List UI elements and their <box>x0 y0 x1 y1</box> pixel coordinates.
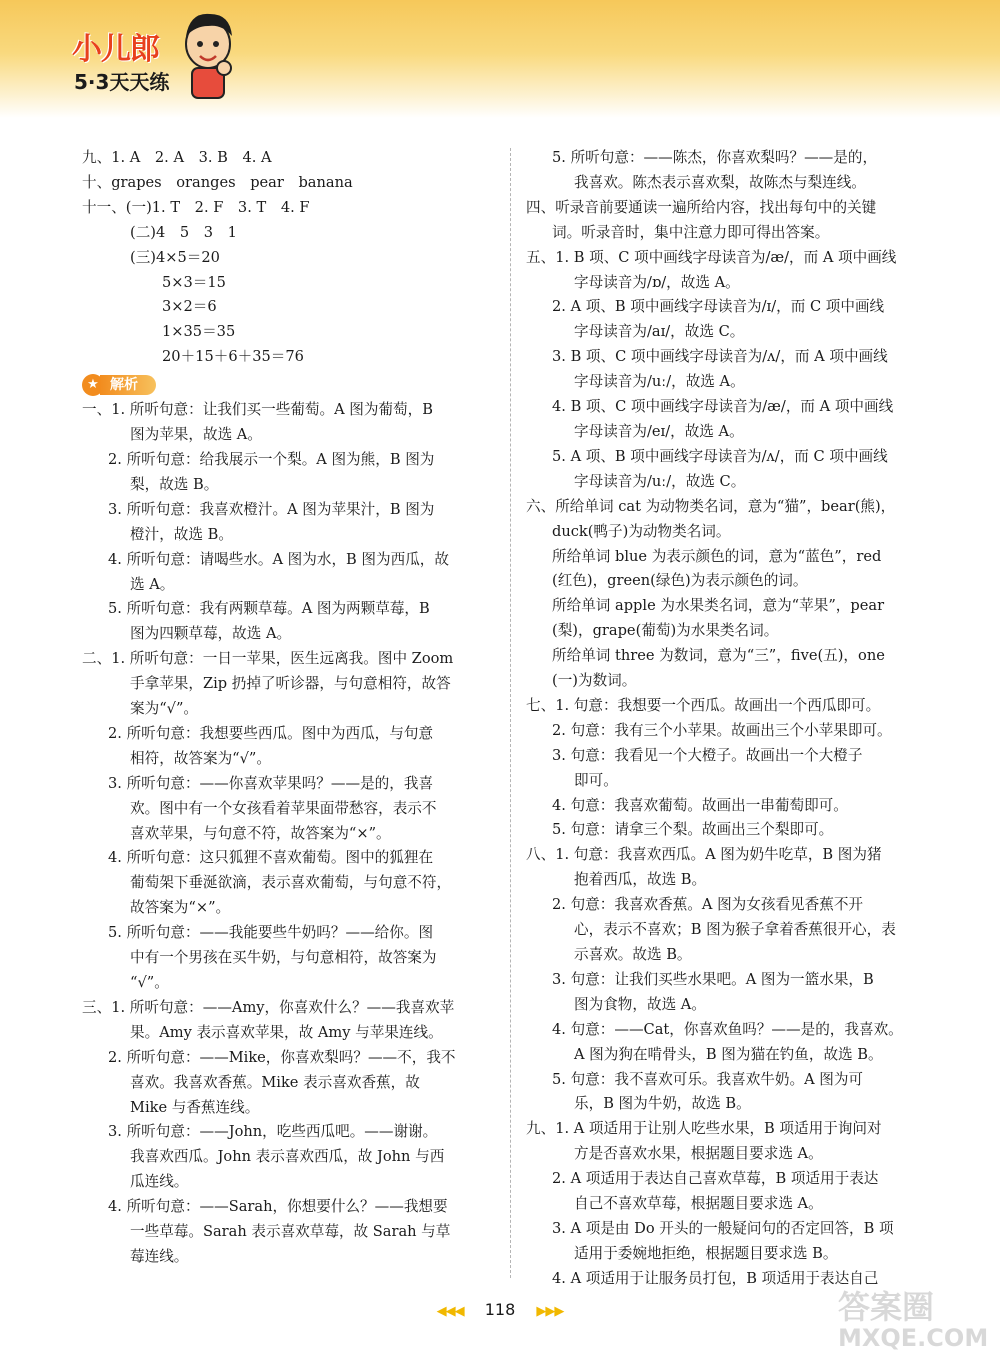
analysis-line: 方是否喜欢水果，根据题目要求选 A。 <box>574 1145 823 1163</box>
answer-line: 十一、(一)1. T 2. F 3. T 4. F <box>82 198 310 216</box>
analysis-line: 相符，故答案为“√”。 <box>130 749 271 767</box>
watermark <box>838 1282 998 1364</box>
analysis-line: 3. 所听句意：——你喜欢苹果吗？——是的，我喜 <box>108 774 434 792</box>
analysis-line: 葡萄架下垂涎欲滴，表示喜欢葡萄，与句意不符， <box>130 874 452 892</box>
analysis-line: (一)为数词。 <box>552 672 637 690</box>
analysis-line: Mike 与香蕉连线。 <box>130 1098 260 1116</box>
analysis-line: 5. 所听句意：——陈杰，你喜欢梨吗？——是的， <box>552 149 878 166</box>
answer-line: (二)4 5 3 1 <box>130 223 237 241</box>
prev-arrows-icon: ◀◀◀ <box>436 1304 464 1319</box>
analysis-line: 橙汁，故选 B。 <box>130 525 233 543</box>
analysis-line: 2. 句意：我有三个小苹果。故画出三个小苹果即可。 <box>552 721 892 739</box>
analysis-line: 果。Amy 表示喜欢苹果，故 Amy 与苹果连线。 <box>130 1023 443 1041</box>
analysis-line: 四、听录音前要通读一遍所给内容，找出每句中的关键 <box>526 198 877 216</box>
analysis-line: 5. A 项、B 项中画线字母读音为/ʌ/，而 C 项中画线 <box>552 447 888 465</box>
analysis-line: A 图为狗在啃骨头，B 图为猫在钓鱼，故选 B。 <box>574 1045 883 1063</box>
answer-line: 3×2＝6 <box>162 298 217 316</box>
analysis-line: 所给单词 blue 为表示颜色的词，意为“蓝色”，red <box>552 547 882 565</box>
analysis-line: (红色)，green(绿色)为表示颜色的词。 <box>552 572 808 590</box>
analysis-line: 5. 句意：我不喜欢可乐。我喜欢牛奶。A 图为可 <box>552 1070 864 1088</box>
analysis-line: 字母读音为/ɒ/，故选 A。 <box>574 273 740 291</box>
analysis-line: 4. 所听句意：这只狐狸不喜欢葡萄。图中的狐狸在 <box>108 849 434 867</box>
right-column <box>526 146 936 1292</box>
analysis-line: 选 A。 <box>130 575 175 593</box>
analysis-line: 中有一个男孩在买牛奶，与句意相符，故答案为 <box>130 949 437 967</box>
analysis-line: 自己不喜欢草莓，根据题目要求选 A。 <box>574 1195 823 1213</box>
analysis-line: duck(鸭子)为动物类名词。 <box>552 522 731 540</box>
analysis-line: 喜欢苹果，与句意不符，故答案为“×”。 <box>130 824 391 842</box>
analysis-line: 3. A 项是由 Do 开头的一般疑问句的否定回答，B 项 <box>552 1219 894 1237</box>
analysis-badge <box>82 374 156 396</box>
answer-line: 十、grapes oranges pear banana <box>82 173 353 191</box>
analysis-line: 2. 句意：我喜欢香蕉。A 图为女孩看见香蕉不开 <box>552 896 864 914</box>
analysis-line: 我喜欢。陈杰表示喜欢梨，故陈杰与梨连线。 <box>574 173 866 191</box>
analysis-line: 5. 句意：请拿三个梨。故画出三个梨即可。 <box>552 821 834 839</box>
analysis-line: 图为食物，故选 A。 <box>574 995 706 1013</box>
analysis-line: 5. 所听句意：我有两颗草莓。A 图为两颗草莓，B <box>108 600 430 618</box>
analysis-line: 2. A 项适用于表达自己喜欢草莓，B 项适用于表达 <box>552 1170 879 1188</box>
mascot-boy-icon <box>178 6 238 102</box>
analysis-line: 即可。 <box>574 771 618 789</box>
analysis-line: 欢。图中有一个女孩看着苹果面带愁容，表示不 <box>130 799 437 817</box>
analysis-line: 七、1. 句意：我想要一个西瓜。故画出一个西瓜即可。 <box>526 696 881 714</box>
analysis-line: 字母读音为/aɪ/，故选 C。 <box>574 323 745 341</box>
analysis-line: 图为四颗草莓，故选 A。 <box>130 625 292 643</box>
analysis-line: 心，表示不喜欢；B 图为猴子拿着香蕉很开心，表 <box>574 921 896 939</box>
analysis-line: 乐，B 图为牛奶，故选 B。 <box>574 1095 751 1113</box>
analysis-line: 3. 所听句意：我喜欢橙汁。A 图为苹果汁，B 图为 <box>108 500 435 518</box>
analysis-line: 词。听录音时，集中注意力即可得出答案。 <box>552 223 830 241</box>
analysis-line: 九、1. A 项适用于让别人吃些水果，B 项适用于询问对 <box>526 1120 882 1138</box>
analysis-line: 字母读音为/eɪ/，故选 A。 <box>574 422 744 440</box>
answer-line: 20＋15＋6＋35＝76 <box>162 348 304 366</box>
analysis-line: 4. A 项适用于让服务员打包，B 项适用于表达自己 <box>552 1269 879 1287</box>
watermark-url: MXQE.COM <box>838 1324 989 1352</box>
analysis-line: 我喜欢西瓜。John 表示喜欢西瓜，故 John 与西 <box>130 1148 445 1166</box>
analysis-line: 喜欢。我喜欢香蕉。Mike 表示喜欢香蕉，故 <box>130 1073 420 1091</box>
analysis-line: 字母读音为/uː/，故选 C。 <box>574 472 746 490</box>
analysis-line: 4. 所听句意：请喝些水。A 图为水，B 图为西瓜，故 <box>108 550 449 568</box>
analysis-line: 2. 所听句意：给我展示一个梨。A 图为熊，B 图为 <box>108 450 435 468</box>
watermark-title: 答案圈 <box>838 1288 935 1326</box>
logo-subtitle: 5·3天天练 <box>74 70 170 94</box>
analysis-line: 5. 所听句意：——我能要些牛奶吗？——给你。图 <box>108 924 434 942</box>
analysis-line: 3. 所听句意：——John，吃些西瓜吧。——谢谢。 <box>108 1123 438 1141</box>
page-number: 118 <box>484 1300 516 1319</box>
analysis-line: 莓连线。 <box>130 1247 189 1265</box>
analysis-line: 2. A 项、B 项中画线字母读音为/ɪ/，而 C 项中画线 <box>552 298 885 316</box>
analysis-line: 字母读音为/uː/，故选 A。 <box>574 373 745 391</box>
logo-title: 小儿郎 <box>72 32 159 67</box>
analysis-line: 梨，故选 B。 <box>130 475 219 493</box>
analysis-line: 适用于委婉地拒绝，根据题目要求选 B。 <box>574 1244 838 1262</box>
answer-line: (三)4×5＝20 <box>130 248 220 266</box>
analysis-line: 所给单词 apple 为水果类名词，意为“苹果”，pear <box>552 597 885 615</box>
analysis-line: 4. B 项、C 项中画线字母读音为/æ/，而 A 项中画线 <box>552 398 894 416</box>
analysis-line: 手拿苹果，Zip 扔掉了听诊器，与句意相符，故答 <box>130 675 451 693</box>
analysis-line: 案为“√”。 <box>130 700 199 718</box>
analysis-line: 所给单词 three 为数词，意为“三”，five(五)，one <box>552 647 885 665</box>
analysis-line: 3. 句意：我看见一个大橙子。故画出一个大橙子 <box>552 746 863 764</box>
analysis-line: 三、1. 所听句意：——Amy，你喜欢什么？——我喜欢苹 <box>82 998 455 1016</box>
analysis-line: 瓜连线。 <box>130 1173 189 1191</box>
analysis-line: 3. B 项、C 项中画线字母读音为/ʌ/，而 A 项中画线 <box>552 348 888 366</box>
analysis-line: 五、1. B 项、C 项中画线字母读音为/æ/，而 A 项中画线 <box>526 248 897 266</box>
analysis-line: 故答案为“×”。 <box>130 899 231 917</box>
analysis-line: 二、1. 所听句意：一日一苹果，医生远离我。图中 Zoom <box>82 650 454 668</box>
analysis-label: 解析 <box>100 375 156 395</box>
analysis-line: 一、1. 所听句意：让我们买一些葡萄。A 图为葡萄，B <box>82 401 433 419</box>
left-column <box>82 146 494 1270</box>
star-icon: ★ <box>82 374 104 396</box>
analysis-line: 4. 所听句意：——Sarah，你想要什么？——我想要 <box>108 1198 448 1216</box>
column-divider <box>510 148 511 1278</box>
analysis-line: (梨)，grape(葡萄)为水果类名词。 <box>552 622 779 640</box>
answer-line: 5×3＝15 <box>162 273 226 291</box>
analysis-line: 一些草莓。Sarah 表示喜欢草莓，故 Sarah 与草 <box>130 1223 451 1241</box>
analysis-line: 六、所给单词 cat 为动物类名词，意为“猫”，bear(熊)， <box>526 497 896 515</box>
analysis-line: 2. 所听句意：——Mike，你喜欢梨吗？——不，我不 <box>108 1048 456 1066</box>
answer-line: 1×35＝35 <box>162 323 236 341</box>
analysis-line: 4. 句意：——Cat，你喜欢鱼吗？——是的，我喜欢。 <box>552 1020 903 1038</box>
analysis-line: 八、1. 句意：我喜欢西瓜。A 图为奶牛吃草，B 图为猪 <box>526 846 882 864</box>
analysis-line: 3. 句意：让我们买些水果吧。A 图为一篮水果，B <box>552 970 874 988</box>
analysis-line: 2. 所听句意：我想要些西瓜。图中为西瓜，与句意 <box>108 724 434 742</box>
next-arrows-icon: ▶▶▶ <box>536 1304 564 1319</box>
analysis-line: 图为苹果，故选 A。 <box>130 426 262 444</box>
analysis-line: 抱着西瓜，故选 B。 <box>574 871 707 889</box>
answer-line: 九、1. A 2. A 3. B 4. A <box>82 149 272 166</box>
analysis-line: 示喜欢。故选 B。 <box>574 946 692 963</box>
analysis-line: “√”。 <box>130 974 169 991</box>
analysis-line: 4. 句意：我喜欢葡萄。故画出一串葡萄即可。 <box>552 796 848 814</box>
